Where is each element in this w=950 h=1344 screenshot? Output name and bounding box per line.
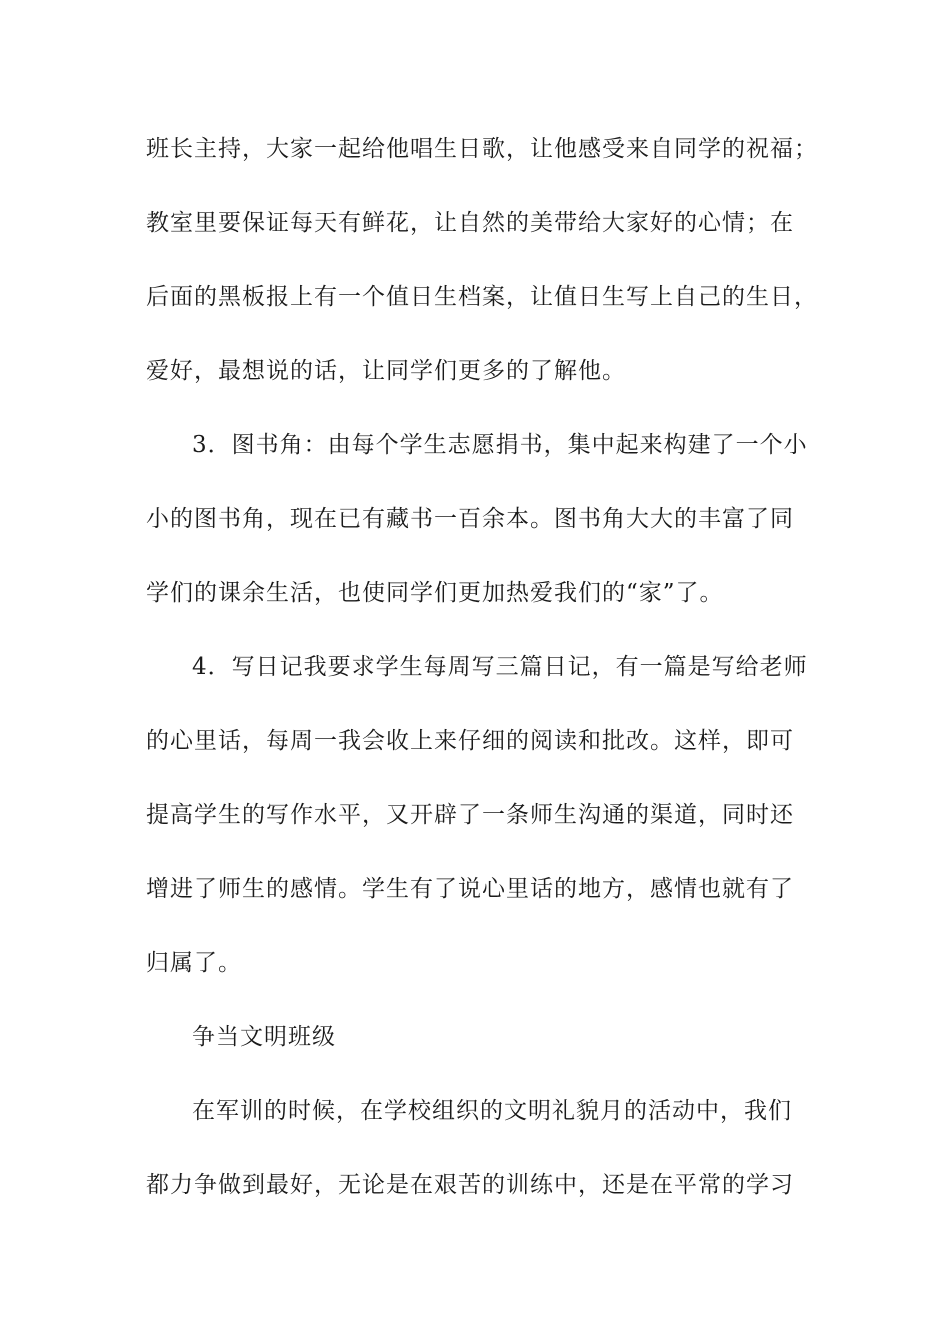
text-line: 归属了。 — [146, 950, 242, 976]
text-line: 都力争做到最好，无论是在艰苦的训练中，还是在平常的学习 — [146, 1172, 794, 1198]
text-line: 教室里要保证每天有鲜花，让自然的美带给大家好的心情；在 — [146, 210, 794, 236]
text-line: 后面的黑板报上有一个值日生档案，让值日生写上自己的生日， — [146, 284, 818, 310]
section-heading: 争当文明班级 — [192, 1024, 336, 1050]
document-body — [146, 126, 818, 1236]
text-line: 提高学生的写作水平，又开辟了一条师生沟通的渠道，同时还 — [146, 802, 794, 828]
text-line: 爱好，最想说的话，让同学们更多的了解他。 — [146, 358, 626, 384]
text-line: 在军训的时候，在学校组织的文明礼貌月的活动中，我们 — [192, 1098, 792, 1124]
text-line: 的心里话，每周一我会收上来仔细的阅读和批改。这样，即可 — [146, 728, 794, 754]
text-line: 班长主持，大家一起给他唱生日歌，让他感受来自同学的祝福； — [146, 136, 818, 162]
text-line: 增进了师生的感情。学生有了说心里话的地方，感情也就有了 — [146, 876, 794, 902]
text-line: 学们的课余生活，也使同学们更加热爱我们的“家”了。 — [146, 580, 724, 606]
text-line: 小的图书角，现在已有藏书一百余本。图书角大大的丰富了同 — [146, 506, 794, 532]
text-line: 4．写日记我要求学生每周写三篇日记，有一篇是写给老师 — [192, 654, 808, 680]
text-line: 3．图书角：由每个学生志愿捐书，集中起来构建了一个小 — [192, 432, 808, 458]
